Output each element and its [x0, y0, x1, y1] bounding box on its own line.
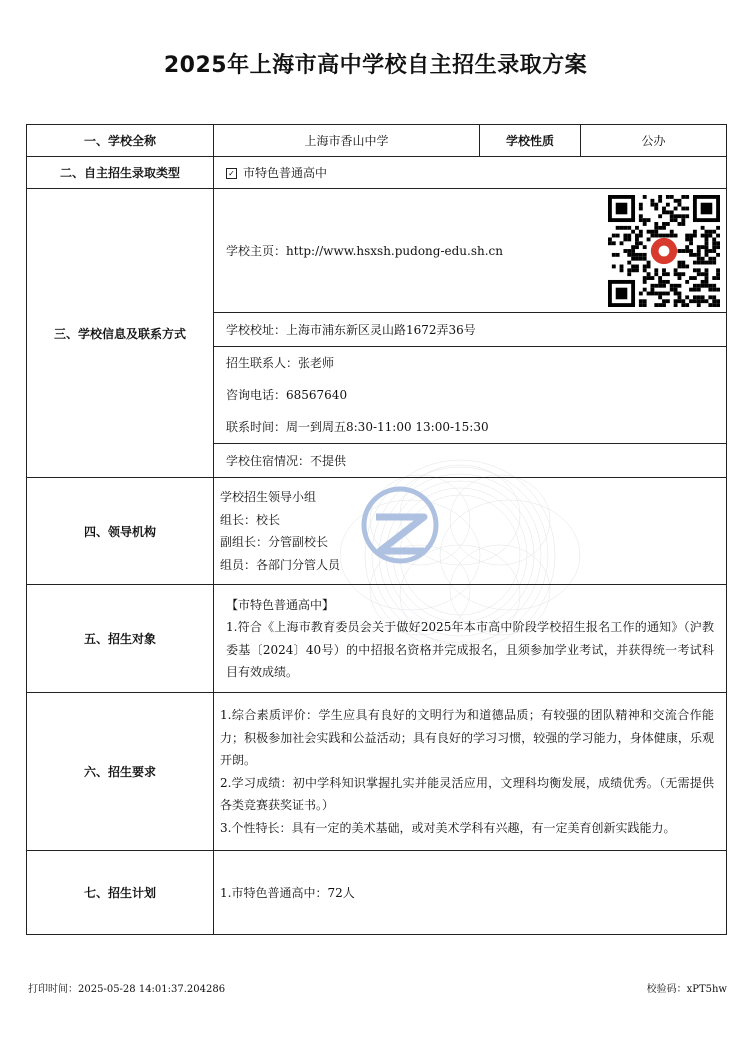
contact-person: 招生联系人：张老师: [226, 356, 335, 370]
label-school-info: 三、学校信息及联系方式: [27, 189, 214, 478]
value-school-nature: 公办: [581, 125, 727, 157]
verification-code: 校验码：xPT5hw: [646, 984, 727, 995]
label-target: 五、招生对象: [27, 585, 214, 693]
label-admission-type: 二、自主招生录取类型: [27, 157, 214, 189]
contact-hours: 联系时间：周一到周五8:30-11:00 13:00-15:30: [226, 420, 489, 434]
value-dorm: 学校住宿情况：不提供: [214, 444, 727, 478]
admission-type-option: 市特色普通高中: [243, 166, 328, 180]
leadership-line: 副组长：分管副校长: [220, 535, 329, 549]
label-school-name: 一、学校全称: [27, 125, 214, 157]
admission-form-table: [26, 124, 727, 935]
value-admission-type: [214, 157, 727, 189]
requirement-item: 1.综合素质评价：学生应具有良好的文明行为和道德品质；有较强的团队精神和交流合作能力；积极参加社会实践和公益活动；具有良好的学习习惯，较强的学习能力，身体健康，乐观开朗。: [220, 708, 714, 767]
leadership-line: 组员：各部门分管人员: [220, 557, 341, 572]
row-school-name: [27, 125, 727, 157]
row-admission-type: [27, 157, 727, 189]
value-school-name: 上海市香山中学: [214, 125, 480, 157]
value-requirements: [214, 693, 727, 851]
page-title: 2025年上海市高中学校自主招生录取方案: [163, 53, 588, 78]
print-time: 打印时间：2025-05-28 14:01:37.204286: [28, 984, 226, 995]
row-target: [27, 585, 727, 693]
label-plan: 七、招生计划: [27, 851, 214, 935]
requirement-item: 3.个性特长：具有一定的美术基础，或对美术学科有兴趣，有一定美育创新实践能力。: [220, 820, 676, 835]
label-leadership: 四、领导机构: [27, 478, 214, 585]
value-homepage: [214, 189, 727, 313]
homepage-text: 学校主页：http://www.hsxsh.pudong-edu.sh.cn: [226, 244, 504, 258]
leadership-line: 组长：校长: [220, 512, 281, 527]
value-address: 学校校址：上海市浦东新区灵山路1672弄36号: [214, 313, 727, 347]
label-school-nature: 学校性质: [480, 125, 581, 157]
value-contact-group: [214, 347, 727, 444]
qr-code-icon: [608, 195, 720, 307]
value-target: [214, 585, 727, 693]
target-heading: 【市特色普通高中】: [226, 597, 335, 612]
checkbox-icon: ✓: [226, 168, 237, 179]
value-leadership: [214, 478, 727, 585]
row-info-homepage: [27, 189, 727, 313]
requirement-item: 2.学习成绩：初中学科知识掌握扎实并能灵活应用，文理科均衡发展，成绩优秀。（无需提供各类竞赛获奖证书。）: [220, 775, 714, 812]
row-plan: [27, 851, 727, 935]
leadership-line: 学校招生领导小组: [220, 490, 317, 504]
row-requirements: [27, 693, 727, 851]
contact-phone: 咨询电话：68567640: [226, 388, 348, 402]
value-plan: 1.市特色普通高中：72人: [214, 851, 727, 935]
row-leadership: [27, 478, 727, 585]
label-requirements: 六、招生要求: [27, 693, 214, 851]
target-text: 1.符合《上海市教育委员会关于做好2025年本市高中阶段学校招生报名工作的通知》（沪教委基〔2024〕40号）的中招报名资格并完成报名，且须参加学业考试，并获得统一考试科目有效成绩。: [226, 620, 714, 679]
